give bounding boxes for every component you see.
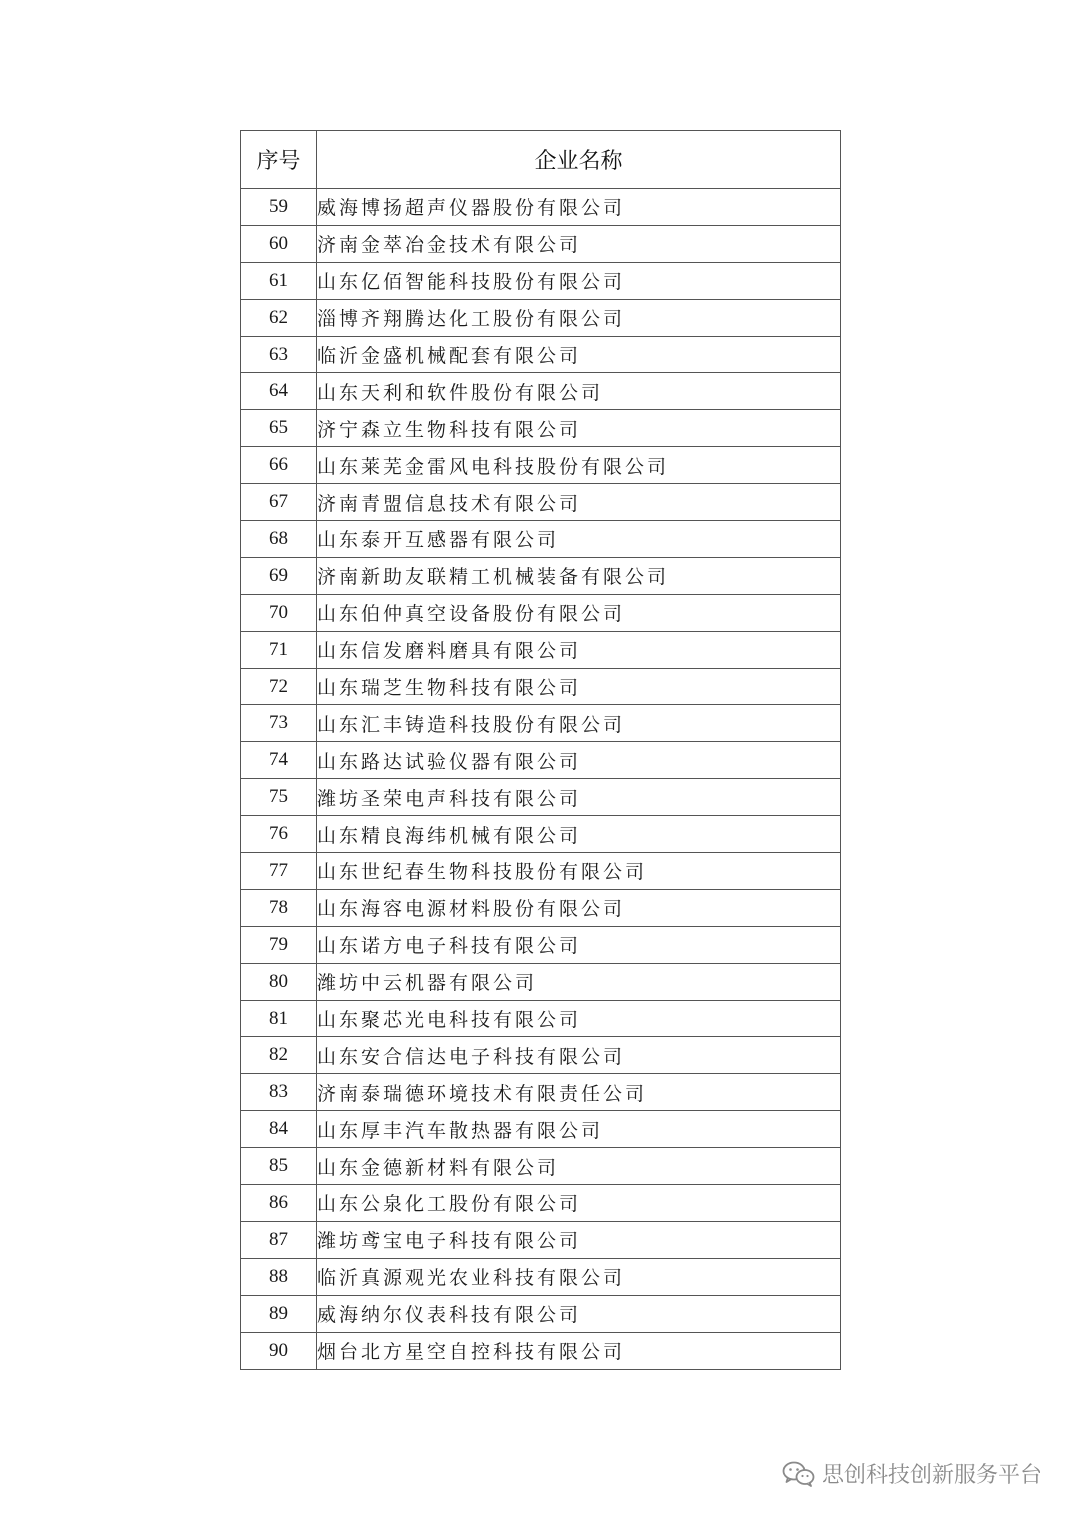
table-row — [241, 262, 841, 299]
table-row — [241, 299, 841, 336]
row-number: 68 — [241, 521, 317, 558]
company-name: 山东莱芜金雷风电科技股份有限公司 — [317, 447, 841, 484]
company-name: 山东伯仲真空设备股份有限公司 — [317, 594, 841, 631]
table-row — [241, 336, 841, 373]
company-name: 山东诺方电子科技有限公司 — [317, 926, 841, 963]
row-number: 63 — [241, 336, 317, 373]
company-name: 山东亿佰智能科技股份有限公司 — [317, 262, 841, 299]
row-number: 72 — [241, 668, 317, 705]
company-name: 淄博齐翔腾达化工股份有限公司 — [317, 299, 841, 336]
company-name: 济南新助友联精工机械装备有限公司 — [317, 557, 841, 594]
table-row — [241, 1295, 841, 1332]
table-row — [241, 1148, 841, 1185]
row-number: 78 — [241, 889, 317, 926]
company-name: 山东瑞芝生物科技有限公司 — [317, 668, 841, 705]
row-number: 77 — [241, 853, 317, 890]
table-row — [241, 816, 841, 853]
table-row — [241, 594, 841, 631]
company-name: 山东金德新材料有限公司 — [317, 1148, 841, 1185]
company-name: 潍坊圣荣电声科技有限公司 — [317, 779, 841, 816]
table-row — [241, 631, 841, 668]
table-row — [241, 963, 841, 1000]
company-name: 山东天利和软件股份有限公司 — [317, 373, 841, 410]
company-name: 临沂金盛机械配套有限公司 — [317, 336, 841, 373]
company-name: 济宁森立生物科技有限公司 — [317, 410, 841, 447]
row-number: 65 — [241, 410, 317, 447]
company-name: 潍坊中云机器有限公司 — [317, 963, 841, 1000]
watermark — [782, 1458, 1042, 1489]
table-row — [241, 1037, 841, 1074]
table-row — [241, 1000, 841, 1037]
company-name: 临沂真源观光农业科技有限公司 — [317, 1258, 841, 1295]
company-name: 济南青盟信息技术有限公司 — [317, 484, 841, 521]
table-row — [241, 1258, 841, 1295]
row-number: 81 — [241, 1000, 317, 1037]
table-row — [241, 1221, 841, 1258]
row-number: 67 — [241, 484, 317, 521]
table-row — [241, 742, 841, 779]
company-name: 济南金萃冶金技术有限公司 — [317, 225, 841, 262]
row-number: 59 — [241, 189, 317, 226]
company-name: 山东公泉化工股份有限公司 — [317, 1185, 841, 1222]
company-name: 山东海容电源材料股份有限公司 — [317, 889, 841, 926]
company-name: 潍坊鸢宝电子科技有限公司 — [317, 1221, 841, 1258]
table-row — [241, 373, 841, 410]
row-number: 89 — [241, 1295, 317, 1332]
company-name: 山东精良海纬机械有限公司 — [317, 816, 841, 853]
table-row — [241, 668, 841, 705]
table-row — [241, 1185, 841, 1222]
company-name: 山东汇丰铸造科技股份有限公司 — [317, 705, 841, 742]
company-list-table — [240, 130, 841, 1370]
row-number: 80 — [241, 963, 317, 1000]
row-number: 75 — [241, 779, 317, 816]
row-number: 82 — [241, 1037, 317, 1074]
row-number: 83 — [241, 1074, 317, 1111]
table-row — [241, 705, 841, 742]
company-name: 山东泰开互感器有限公司 — [317, 521, 841, 558]
row-number: 85 — [241, 1148, 317, 1185]
company-name: 威海纳尔仪表科技有限公司 — [317, 1295, 841, 1332]
table-row — [241, 926, 841, 963]
row-number: 73 — [241, 705, 317, 742]
company-name: 山东厚丰汽车散热器有限公司 — [317, 1111, 841, 1148]
row-number: 61 — [241, 262, 317, 299]
company-name: 济南泰瑞德环境技术有限责任公司 — [317, 1074, 841, 1111]
company-name: 威海博扬超声仪器股份有限公司 — [317, 189, 841, 226]
row-number: 76 — [241, 816, 317, 853]
table-row — [241, 853, 841, 890]
row-number: 86 — [241, 1185, 317, 1222]
header-number: 序号 — [241, 131, 317, 189]
company-name: 烟台北方星空自控科技有限公司 — [317, 1332, 841, 1369]
row-number: 88 — [241, 1258, 317, 1295]
row-number: 64 — [241, 373, 317, 410]
table-row — [241, 1332, 841, 1369]
table-row — [241, 1111, 841, 1148]
row-number: 60 — [241, 225, 317, 262]
table-row — [241, 484, 841, 521]
watermark-text: 思创科技创新服务平台 — [821, 1463, 1042, 1488]
table-row — [241, 889, 841, 926]
table-row — [241, 225, 841, 262]
company-name: 山东信发磨料磨具有限公司 — [317, 631, 841, 668]
row-number: 66 — [241, 447, 317, 484]
wechat-icon — [782, 1461, 816, 1487]
table-body — [241, 189, 841, 1370]
row-number: 62 — [241, 299, 317, 336]
table-row — [241, 779, 841, 816]
row-number: 87 — [241, 1221, 317, 1258]
row-number: 69 — [241, 557, 317, 594]
table-row — [241, 1074, 841, 1111]
row-number: 71 — [241, 631, 317, 668]
row-number: 84 — [241, 1111, 317, 1148]
row-number: 90 — [241, 1332, 317, 1369]
company-name: 山东世纪春生物科技股份有限公司 — [317, 853, 841, 890]
row-number: 79 — [241, 926, 317, 963]
table-row — [241, 447, 841, 484]
row-number: 70 — [241, 594, 317, 631]
header-company-name: 企业名称 — [317, 131, 841, 189]
company-name: 山东安合信达电子科技有限公司 — [317, 1037, 841, 1074]
table-row — [241, 189, 841, 226]
table-row — [241, 557, 841, 594]
table-row — [241, 410, 841, 447]
company-name: 山东聚芯光电科技有限公司 — [317, 1000, 841, 1037]
row-number: 74 — [241, 742, 317, 779]
table-header-row — [241, 131, 841, 189]
company-name: 山东路达试验仪器有限公司 — [317, 742, 841, 779]
table-row — [241, 521, 841, 558]
